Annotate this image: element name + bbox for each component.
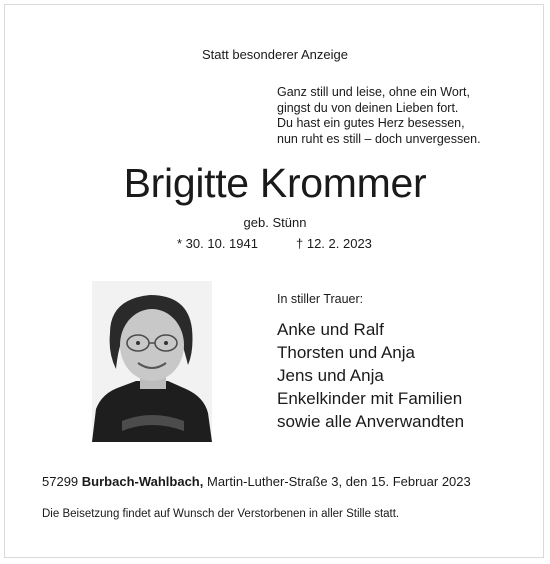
- list-item: Anke und Ralf: [277, 320, 384, 339]
- poem-line: Du hast ein gutes Herz besessen,: [277, 116, 465, 130]
- list-item: Jens und Anja: [277, 366, 384, 385]
- list-item: sowie alle Anverwandten: [277, 412, 465, 431]
- notice-header: Statt besonderer Anzeige: [202, 47, 348, 62]
- town: Burbach-Wahlbach,: [81, 474, 204, 489]
- place-and-date: [42, 474, 471, 489]
- birth-name: geb. Stünn: [243, 215, 307, 230]
- list-item: Enkelkinder mit Familien: [277, 389, 463, 408]
- mourners-list: [277, 318, 464, 433]
- deceased-name: Brigitte Krommer: [123, 160, 427, 206]
- postcode: 57299: [42, 474, 79, 489]
- address-date: Martin-Luther-Straße 3, den 15. Februar 2023: [207, 474, 471, 489]
- poem-line: nun ruht es still – doch unvergessen.: [277, 131, 481, 146]
- poem: [277, 85, 481, 147]
- portrait-photo-icon: [92, 281, 212, 442]
- mourning-label: In stiller Trauer:: [277, 292, 364, 306]
- poem-line: Ganz still und leise, ohne ein Wort,: [277, 85, 470, 99]
- list-item: Thorsten und Anja: [277, 343, 415, 362]
- birth-date: * 30. 10. 1941: [177, 236, 258, 251]
- poem-line: gingst du von deinen Lieben fort.: [277, 100, 459, 115]
- burial-note: Die Beisetzung findet auf Wunsch der Verstorbenen in aller Stille statt.: [42, 508, 400, 520]
- death-date: † 12. 2. 2023: [296, 236, 372, 251]
